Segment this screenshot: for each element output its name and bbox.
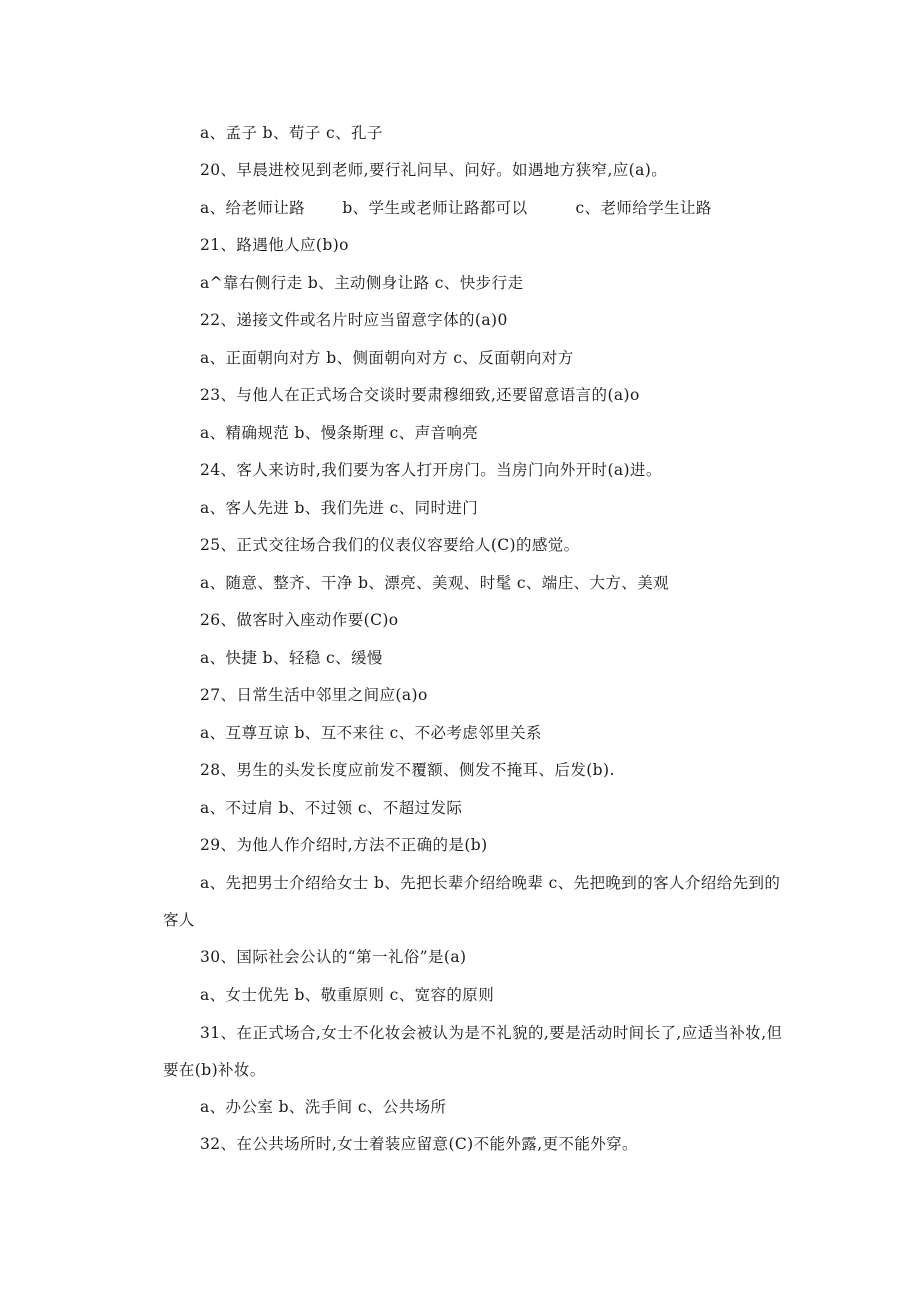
- question-line-wrapped: 31、在正式场合,女士不化妆会被认为是不礼貌的,要是活动时间长了,应适当补妆,但要在(b)补妆。: [163, 1024, 783, 1079]
- option-line: a、精确规范 b、慢条斯理 c、声音响亮: [200, 424, 479, 442]
- option-line: a、随意、整齐、干净 b、漂亮、美观、时髦 c、端庄、大方、美观: [200, 574, 669, 592]
- question-line: 27、日常生活中邻里之间应(a)o: [200, 686, 428, 704]
- question-line: 20、早晨进校见到老师,要行礼问早、问好。如遇地方狭窄,应(a)。: [200, 161, 668, 179]
- question-line: 29、为他人作介绍时,方法不正确的是(b): [200, 836, 488, 854]
- question-line: 30、国际社会公认的“第一礼俗”是(a): [200, 948, 467, 966]
- option-line: a、正面朝向对方 b、侧面朝向对方 c、反面朝向对方: [200, 349, 574, 367]
- option-line: a、客人先进 b、我们先进 c、同时进门: [200, 499, 479, 517]
- question-line: 23、与他人在正式场合交谈时要肃穆细致,还要留意语言的(a)o: [200, 386, 640, 404]
- option-line: a、互尊互谅 b、互不来往 c、不必考虑邻里关系: [200, 724, 542, 742]
- option-line: a、给老师让路 b、学生或老师让路都可以 c、老师给学生让路: [200, 199, 712, 217]
- question-line: 32、在公共场所时,女士着装应留意(C)不能外露,更不能外穿。: [200, 1135, 638, 1153]
- option-line: a^靠右侧行走 b、主动侧身让路 c、快步行走: [200, 274, 524, 292]
- question-line: 21、路遇他人应(b)o: [200, 236, 349, 254]
- question-line: 22、递接文件或名片时应当留意字体的(a)0: [200, 311, 508, 329]
- question-line: 28、男生的头发长度应前发不覆额、侧发不掩耳、后发(b).: [200, 761, 615, 779]
- question-line: 26、做客时入座动作要(C)o: [200, 611, 399, 629]
- question-line: 25、正式交往场合我们的仪表仪容要给人(C)的感觉。: [200, 536, 580, 554]
- option-line: a、不过肩 b、不过领 c、不超过发际: [200, 799, 463, 817]
- option-line: a、办公室 b、洗手间 c、公共场所: [200, 1098, 447, 1116]
- option-line-wrapped: a、先把男士介绍给女士 b、先把长辈介绍给晚辈 c、先把晚到的客人介绍给先到的客人: [163, 874, 781, 929]
- option-line: a、快捷 b、轻稳 c、缓慢: [200, 649, 383, 667]
- option-line: a、孟子 b、荀子 c、孔子: [200, 124, 383, 142]
- option-line: a、女士优先 b、敬重原则 c、宽容的原则: [200, 986, 495, 1004]
- question-line: 24、客人来访时,我们要为客人打开房门。当房门向外开时(a)进。: [200, 461, 662, 479]
